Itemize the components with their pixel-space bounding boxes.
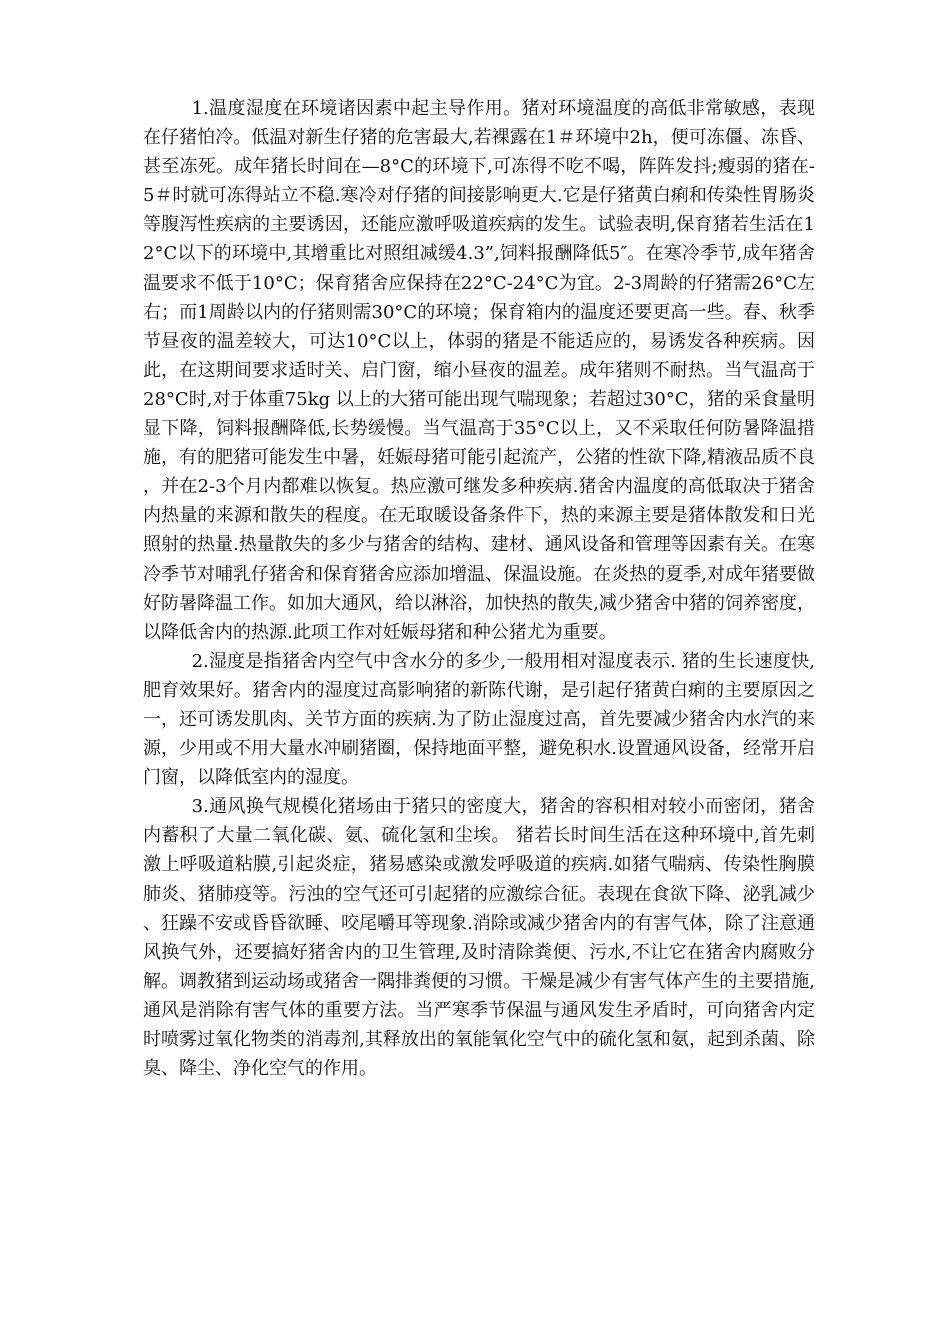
document-page xyxy=(143,94,815,1083)
paragraph-humidity: 2.湿度是指猪舍内空气中含水分的多少,一般用相对湿度表示. 猪的生长速度快,肥育效果好。猪舍内的湿度过高影响猪的新陈代谢，是引起仔猪黄白痢的主要原因之一，还可诱发肌肉、关节方面的疾病.为了防止湿度过高，首先要减少猪舍内水汽的来源，少用或不用大量水冲刷猪圈，保持地面平整，避免积水.设置通风设备，经常开启门窗，以降低室内的湿度。 xyxy=(143,650,815,789)
paragraph-ventilation: 3.通风换气规模化猪场由于猪只的密度大，猪舍的容积相对较小而密闭，猪舍内蓄积了大量二氧化碳、氨、硫化氢和尘埃。 猪若长时间生活在这种环境中,首先刺激上呼吸道粘膜,引起炎症，猪易感染或激发呼吸道的疾病.如猪气喘病、传染性胸膜肺炎、猪肺疫等。污浊的空气还可引起猪的应激综合征。表现在食欲下降、泌乳减少、狂躁不安或昏昏欲睡、咬尾嚼耳等现象.消除或减少猪舍内的有害气体，除了注意通风换气外，还要搞好猪舍内的卫生管理,及时清除粪便、污水,不让它在猪舍内腐败分解。调教猪到运动场或猪舍一隅排粪便的习惯。干燥是减少有害气体产生的主要措施,通风是消除有害气体的重要方法。当严寒季节保温与通风发生矛盾时，可向猪舍内定时喷雾过氧化物类的消毒剂,其释放出的氧能氧化空气中的硫化氢和氨，起到杀菌、除臭、降尘、净化空气的作用。 xyxy=(143,796,815,1080)
paragraph-temperature: 1.温度湿度在环境诸因素中起主导作用。猪对环境温度的高低非常敏感，表现在仔猪怕冷。低温对新生仔猪的危害最大,若裸露在1＃环境中2h，便可冻僵、冻昏、甚至冻死。成年猪长时间在—8°C的环境下,可冻得不吃不喝，阵阵发抖;瘦弱的猪在-5＃时就可冻得站立不稳.寒冷对仔猪的间接影响更大.它是仔猪黄白痢和传染性胃肠炎等腹泻性疾病的主要诱因，还能应激呼吸道疾病的发生。试验表明,保育猪若生活在12°C以下的环境中,其增重比对照组减缓4.3”,饲料报酬降低5″。在寒冷季节,成年猪舍温要求不低于10°C；保育猪舍应保持在22°C-24°C为宜。2-3周龄的仔猪需26°C左右；而1周龄以内的仔猪则需30°C的环境；保育箱内的温度还要更高一些。春、秋季节昼夜的温差较大，可达10°C以上，体弱的猪是不能适应的，易诱发各种疾病。因此，在这期间要求适时关、启门窗，缩小昼夜的温差。成年猪则不耐热。当气温高于28°C时,对于体重75kg 以上的大猪可能出现气喘现象；若超过30°C，猪的采食量明显下降，饲料报酬降低,长势缓慢。当气温高于35°C以上，又不采取任何防暑降温措施，有的肥猪可能发生中暑，妊娠母猪可能引起流产，公猪的性欲下降,精液品质不良，并在2-3个月内都难以恢复。热应激可继发多种疾病.猪舍内温度的高低取决于猪舍内热量的来源和散失的程度。在无取暖设备条件下，热的来源主要是猪体散发和日光照射的热量.热量散失的多少与猪舍的结构、建材、通风设备和管理等因素有关。在寒冷季节对哺乳仔猪舍和保育猪舍应添加增温、保温设施。在炎热的夏季,对成年猪要做好防暑降温工作。如加大通风，给以淋浴，加快热的散失,减少猪舍中猪的饲养密度，以降低舍内的热源.此项工作对妊娠母猪和种公猪尤为重要。 xyxy=(143,98,815,643)
